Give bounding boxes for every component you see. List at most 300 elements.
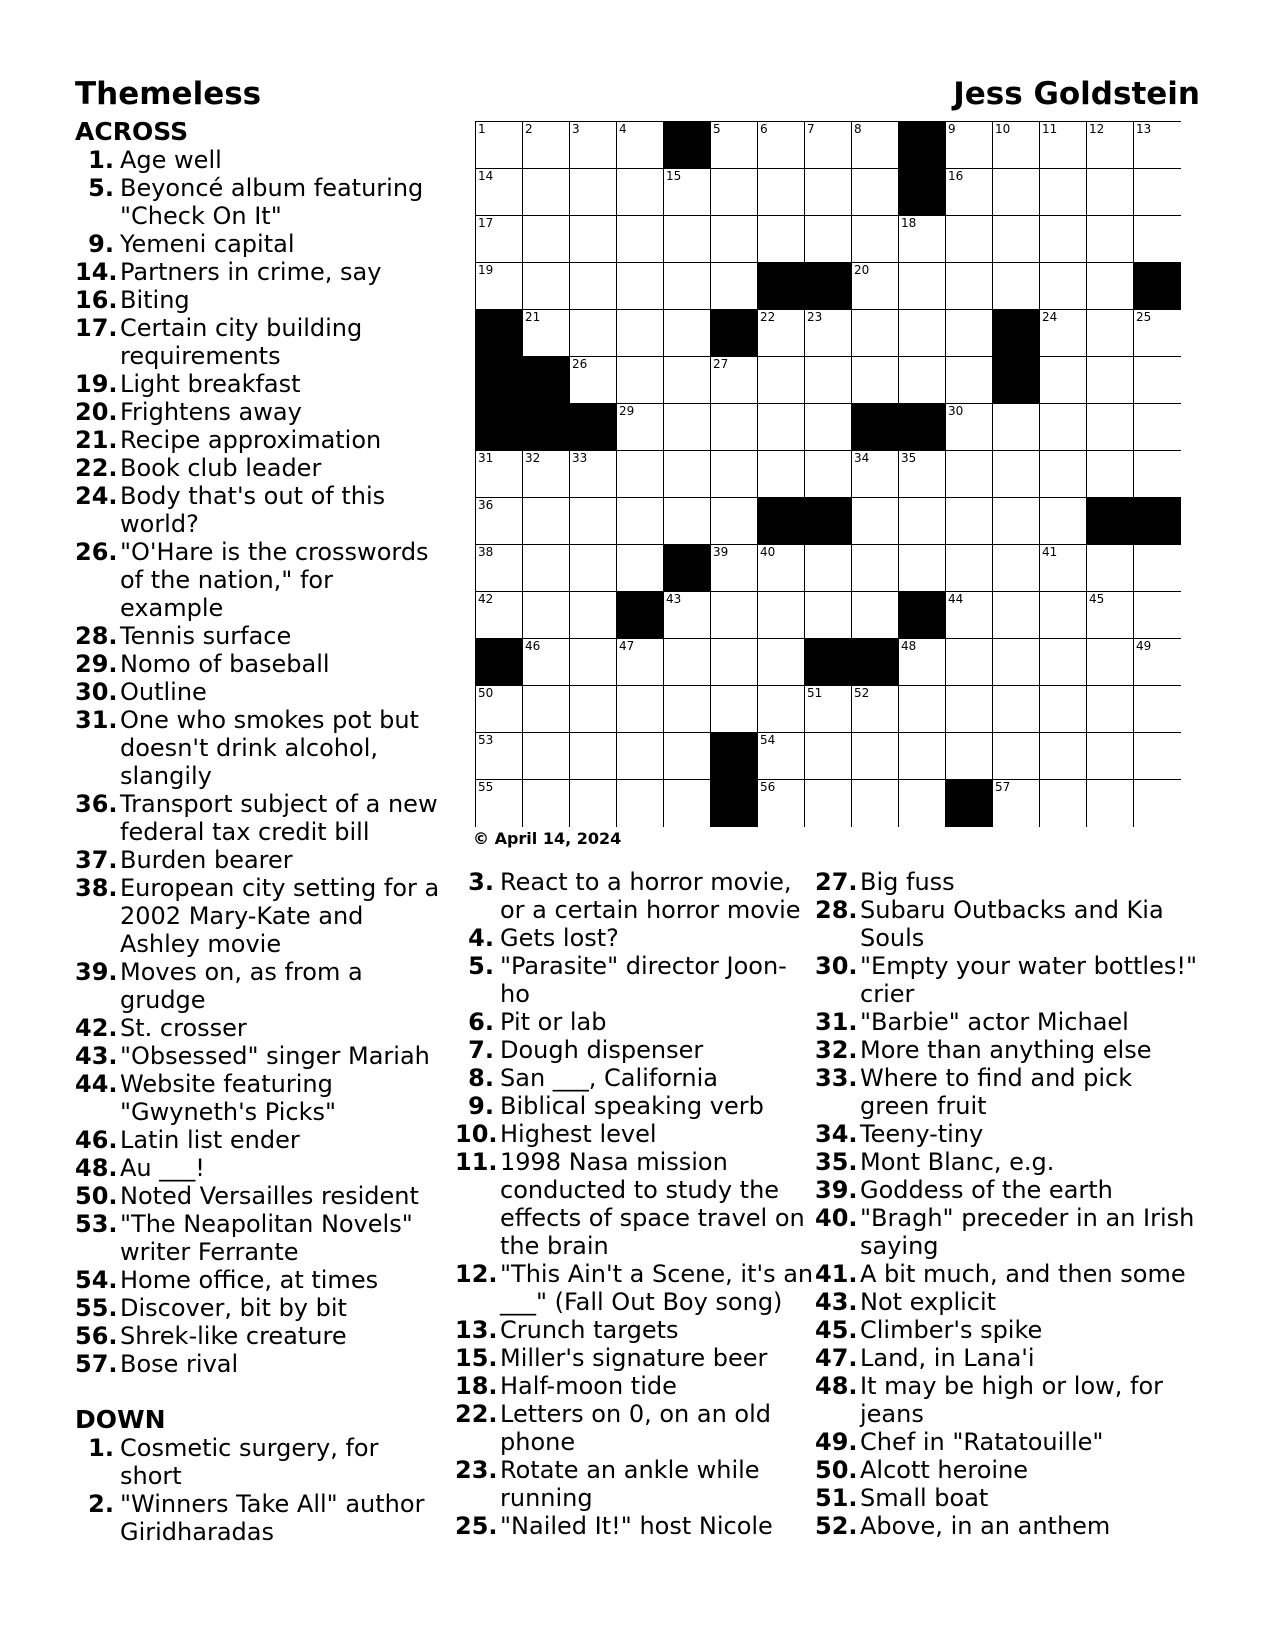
grid-cell[interactable] bbox=[946, 357, 993, 404]
grid-cell[interactable] bbox=[664, 639, 711, 686]
clue-number: 2. bbox=[88, 1490, 114, 1518]
grid-cell[interactable] bbox=[946, 169, 993, 216]
grid-cell[interactable] bbox=[1040, 263, 1087, 310]
clue-number: 22. bbox=[455, 1400, 498, 1428]
grid-cell[interactable] bbox=[664, 451, 711, 498]
clue-number: 53. bbox=[75, 1210, 118, 1238]
clue-text: Goddess of the earth bbox=[860, 1176, 1113, 1204]
grid-cell[interactable] bbox=[617, 216, 664, 263]
clue-number: 56. bbox=[75, 1322, 118, 1350]
grid-cell[interactable] bbox=[758, 639, 805, 686]
black-square bbox=[617, 592, 664, 639]
grid-cell[interactable] bbox=[570, 639, 617, 686]
grid-cell[interactable] bbox=[1134, 733, 1181, 780]
grid-cell[interactable] bbox=[1040, 357, 1087, 404]
clue-text: Not explicit bbox=[860, 1288, 997, 1316]
black-square bbox=[711, 733, 758, 780]
grid-cell[interactable] bbox=[523, 780, 570, 827]
grid-cell[interactable] bbox=[711, 357, 758, 404]
grid-cell[interactable] bbox=[758, 686, 805, 733]
grid-cell[interactable] bbox=[664, 404, 711, 451]
black-square bbox=[1134, 263, 1181, 310]
grid-cell[interactable] bbox=[711, 639, 758, 686]
grid-cell[interactable] bbox=[1040, 169, 1087, 216]
grid-cell[interactable] bbox=[946, 451, 993, 498]
grid-cell[interactable] bbox=[1040, 686, 1087, 733]
grid-cell[interactable] bbox=[711, 404, 758, 451]
clue-text: Cosmetic surgery, for short bbox=[120, 1434, 379, 1490]
grid-cell[interactable] bbox=[711, 451, 758, 498]
grid-cell[interactable] bbox=[523, 733, 570, 780]
grid-cell[interactable] bbox=[758, 169, 805, 216]
clue-number: 54. bbox=[75, 1266, 118, 1294]
grid-cell[interactable] bbox=[617, 404, 664, 451]
grid-cell[interactable] bbox=[1040, 310, 1087, 357]
grid-cell[interactable] bbox=[1087, 357, 1134, 404]
grid-cell[interactable] bbox=[1087, 451, 1134, 498]
down-clue bbox=[815, 1484, 1200, 1512]
grid-cell[interactable] bbox=[946, 733, 993, 780]
grid-cell[interactable] bbox=[664, 263, 711, 310]
clue-number: 57. bbox=[75, 1350, 118, 1378]
grid-cell[interactable] bbox=[664, 686, 711, 733]
grid-cell[interactable] bbox=[1040, 545, 1087, 592]
black-square bbox=[570, 404, 617, 451]
clue-number: 48. bbox=[815, 1372, 858, 1400]
grid-cell[interactable] bbox=[1134, 216, 1181, 263]
clue-text: St. crosser bbox=[120, 1014, 247, 1042]
clue-text: Au ___! bbox=[120, 1154, 205, 1182]
down-clue bbox=[455, 1008, 815, 1036]
across-heading: ACROSS bbox=[75, 117, 189, 146]
black-square bbox=[711, 310, 758, 357]
grid-cell[interactable] bbox=[805, 357, 852, 404]
grid-cell[interactable] bbox=[617, 122, 664, 169]
grid-cell[interactable] bbox=[1040, 592, 1087, 639]
across-clue bbox=[75, 846, 440, 874]
grid-cell[interactable] bbox=[711, 263, 758, 310]
grid-cell[interactable] bbox=[1134, 122, 1181, 169]
down-clue bbox=[815, 1456, 1200, 1484]
clue-number: 51. bbox=[815, 1484, 858, 1512]
grid-cell[interactable] bbox=[664, 216, 711, 263]
clue-number: 27. bbox=[815, 868, 858, 896]
grid-cell[interactable] bbox=[758, 122, 805, 169]
grid-cell[interactable] bbox=[899, 357, 946, 404]
grid-cell[interactable] bbox=[852, 451, 899, 498]
grid-cell[interactable] bbox=[1040, 122, 1087, 169]
across-clue bbox=[75, 1154, 440, 1182]
grid-cell[interactable] bbox=[805, 686, 852, 733]
black-square bbox=[476, 310, 523, 357]
grid-cell[interactable] bbox=[946, 263, 993, 310]
grid-cell[interactable] bbox=[523, 639, 570, 686]
grid-cell[interactable] bbox=[1134, 780, 1181, 827]
grid-cell[interactable] bbox=[1087, 263, 1134, 310]
clue-column-left bbox=[75, 118, 440, 1546]
grid-cell[interactable] bbox=[523, 216, 570, 263]
grid-cell[interactable] bbox=[899, 451, 946, 498]
grid-cell[interactable] bbox=[852, 733, 899, 780]
grid-cell[interactable] bbox=[899, 263, 946, 310]
grid-cell[interactable] bbox=[570, 169, 617, 216]
clue-number: 17. bbox=[75, 314, 118, 342]
grid-cell[interactable] bbox=[617, 733, 664, 780]
grid-cell[interactable] bbox=[1134, 404, 1181, 451]
cell-number: 36 bbox=[478, 498, 494, 512]
across-clue bbox=[75, 706, 440, 790]
grid-cell[interactable] bbox=[758, 592, 805, 639]
grid-cell[interactable] bbox=[570, 216, 617, 263]
clue-text: It may be high or low, for jeans bbox=[860, 1372, 1164, 1428]
grid-cell[interactable] bbox=[711, 545, 758, 592]
grid-cell[interactable] bbox=[758, 545, 805, 592]
cell-number: 24 bbox=[1042, 310, 1058, 324]
grid-cell[interactable] bbox=[946, 122, 993, 169]
black-square bbox=[805, 639, 852, 686]
clue-text: Subaru Outbacks and Kia Souls bbox=[860, 896, 1164, 952]
down-clue bbox=[815, 1176, 1200, 1204]
grid-cell[interactable] bbox=[758, 451, 805, 498]
clue-number: 23. bbox=[455, 1456, 498, 1484]
grid-cell[interactable] bbox=[476, 733, 523, 780]
grid-cell[interactable] bbox=[946, 592, 993, 639]
cell-number: 44 bbox=[948, 592, 964, 606]
grid-cell[interactable] bbox=[946, 404, 993, 451]
grid-cell[interactable] bbox=[993, 545, 1040, 592]
clue-number: 55. bbox=[75, 1294, 118, 1322]
grid-cell[interactable] bbox=[993, 686, 1040, 733]
clue-text: "Barbie" actor Michael bbox=[860, 1008, 1129, 1036]
grid-cell[interactable] bbox=[1134, 592, 1181, 639]
black-square bbox=[1134, 498, 1181, 545]
down-clue bbox=[455, 1316, 815, 1344]
grid-cell[interactable] bbox=[570, 122, 617, 169]
grid-cell[interactable] bbox=[476, 216, 523, 263]
cell-number: 47 bbox=[619, 639, 635, 653]
clue-number: 39. bbox=[75, 958, 118, 986]
grid-cell[interactable] bbox=[570, 451, 617, 498]
grid-cell[interactable] bbox=[805, 216, 852, 263]
across-clue bbox=[75, 286, 440, 314]
grid-cell[interactable] bbox=[899, 310, 946, 357]
grid-cell[interactable] bbox=[617, 498, 664, 545]
across-clue bbox=[75, 258, 440, 286]
grid-cell[interactable] bbox=[711, 216, 758, 263]
grid-cell[interactable] bbox=[711, 498, 758, 545]
grid-cell[interactable] bbox=[570, 780, 617, 827]
clue-number: 11. bbox=[455, 1148, 498, 1176]
clue-text: Where to find and pick green fruit bbox=[860, 1064, 1133, 1120]
grid-cell[interactable] bbox=[852, 122, 899, 169]
grid-cell[interactable] bbox=[993, 216, 1040, 263]
black-square bbox=[664, 545, 711, 592]
clue-number: 40. bbox=[815, 1204, 858, 1232]
across-clue bbox=[75, 1294, 440, 1322]
grid-cell[interactable] bbox=[852, 169, 899, 216]
grid-cell[interactable] bbox=[899, 545, 946, 592]
grid-cell[interactable] bbox=[476, 498, 523, 545]
grid-cell[interactable] bbox=[570, 310, 617, 357]
black-square bbox=[523, 357, 570, 404]
grid-cell[interactable] bbox=[570, 263, 617, 310]
grid-cell[interactable] bbox=[523, 263, 570, 310]
down-heading: DOWN bbox=[75, 1405, 166, 1434]
grid-cell[interactable] bbox=[805, 310, 852, 357]
grid-cell[interactable] bbox=[570, 592, 617, 639]
clue-text: Age well bbox=[120, 146, 222, 174]
grid-cell[interactable] bbox=[758, 733, 805, 780]
grid-cell[interactable] bbox=[852, 498, 899, 545]
grid-cell[interactable] bbox=[805, 404, 852, 451]
grid-cell[interactable] bbox=[523, 592, 570, 639]
grid-cell[interactable] bbox=[852, 686, 899, 733]
grid-cell[interactable] bbox=[1087, 310, 1134, 357]
grid-cell[interactable] bbox=[711, 122, 758, 169]
grid-cell[interactable] bbox=[1087, 169, 1134, 216]
grid-cell[interactable] bbox=[758, 404, 805, 451]
cell-number: 13 bbox=[1136, 122, 1152, 136]
grid-cell[interactable] bbox=[993, 639, 1040, 686]
grid-cell[interactable] bbox=[1087, 122, 1134, 169]
black-square bbox=[476, 639, 523, 686]
grid-cell[interactable] bbox=[523, 686, 570, 733]
grid-cell[interactable] bbox=[946, 498, 993, 545]
cell-number: 19 bbox=[478, 263, 494, 277]
grid-cell[interactable] bbox=[758, 357, 805, 404]
grid-cell[interactable] bbox=[1040, 498, 1087, 545]
grid-cell[interactable] bbox=[664, 498, 711, 545]
grid-cell[interactable] bbox=[1040, 216, 1087, 263]
clue-number: 19. bbox=[75, 370, 118, 398]
grid-cell[interactable] bbox=[946, 639, 993, 686]
down-clue bbox=[815, 1204, 1200, 1260]
grid-cell[interactable] bbox=[664, 357, 711, 404]
grid-cell[interactable] bbox=[1087, 686, 1134, 733]
grid-cell[interactable] bbox=[852, 545, 899, 592]
grid-cell[interactable] bbox=[993, 404, 1040, 451]
grid-cell[interactable] bbox=[617, 169, 664, 216]
grid-cell[interactable] bbox=[805, 451, 852, 498]
cell-number: 53 bbox=[478, 733, 494, 747]
grid-cell[interactable] bbox=[664, 310, 711, 357]
across-clue bbox=[75, 678, 440, 706]
grid-cell[interactable] bbox=[1134, 169, 1181, 216]
down-clue bbox=[815, 1372, 1200, 1428]
clue-text: Biting bbox=[120, 286, 190, 314]
grid-cell[interactable] bbox=[476, 451, 523, 498]
grid-cell[interactable] bbox=[1087, 639, 1134, 686]
grid-cell[interactable] bbox=[1134, 686, 1181, 733]
grid-cell[interactable] bbox=[899, 639, 946, 686]
grid-cell[interactable] bbox=[1087, 404, 1134, 451]
grid-cell[interactable] bbox=[758, 310, 805, 357]
grid-cell[interactable] bbox=[899, 686, 946, 733]
grid-cell[interactable] bbox=[1040, 733, 1087, 780]
grid-cell[interactable] bbox=[805, 545, 852, 592]
clue-number: 49. bbox=[815, 1428, 858, 1456]
grid-cell[interactable] bbox=[570, 498, 617, 545]
clue-text: Book club leader bbox=[120, 454, 322, 482]
across-clue bbox=[75, 1070, 440, 1126]
grid-cell[interactable] bbox=[523, 122, 570, 169]
clue-number: 16. bbox=[75, 286, 118, 314]
grid-cell[interactable] bbox=[993, 451, 1040, 498]
down-clue bbox=[455, 1120, 815, 1148]
grid-cell[interactable] bbox=[852, 263, 899, 310]
down-clue bbox=[815, 1148, 1200, 1176]
grid-cell[interactable] bbox=[1087, 780, 1134, 827]
grid-cell[interactable] bbox=[617, 639, 664, 686]
cell-number: 29 bbox=[619, 404, 635, 418]
grid-cell[interactable] bbox=[523, 498, 570, 545]
black-square bbox=[805, 498, 852, 545]
clue-text: Frightens away bbox=[120, 398, 302, 426]
clue-text: Miller's signature beer bbox=[500, 1344, 768, 1372]
clue-text: Gets lost? bbox=[500, 924, 619, 952]
grid-cell[interactable] bbox=[1134, 310, 1181, 357]
grid-cell[interactable] bbox=[899, 498, 946, 545]
cell-number: 32 bbox=[525, 451, 541, 465]
grid-cell[interactable] bbox=[570, 357, 617, 404]
grid-cell[interactable] bbox=[476, 122, 523, 169]
grid-cell[interactable] bbox=[1134, 451, 1181, 498]
grid-cell[interactable] bbox=[570, 733, 617, 780]
clue-text: Rotate an ankle while running bbox=[500, 1456, 760, 1512]
clue-number: 38. bbox=[75, 874, 118, 902]
clue-text: "Bragh" preceder in an Irish saying bbox=[860, 1204, 1195, 1260]
grid-cell[interactable] bbox=[1040, 780, 1087, 827]
grid-cell[interactable] bbox=[523, 310, 570, 357]
grid-cell[interactable] bbox=[993, 263, 1040, 310]
grid-cell[interactable] bbox=[570, 686, 617, 733]
cell-number: 41 bbox=[1042, 545, 1058, 559]
grid-cell[interactable] bbox=[899, 780, 946, 827]
grid-cell[interactable] bbox=[1087, 733, 1134, 780]
grid-cell[interactable] bbox=[523, 169, 570, 216]
grid-cell[interactable] bbox=[993, 169, 1040, 216]
across-clue bbox=[75, 1266, 440, 1294]
down-clue bbox=[455, 1344, 815, 1372]
across-clue bbox=[75, 1350, 440, 1378]
clue-number: 12. bbox=[455, 1260, 498, 1288]
grid-cell[interactable] bbox=[805, 592, 852, 639]
grid-cell[interactable] bbox=[617, 310, 664, 357]
grid-cell[interactable] bbox=[1040, 451, 1087, 498]
grid-cell[interactable] bbox=[899, 216, 946, 263]
grid-cell[interactable] bbox=[476, 592, 523, 639]
grid-cell[interactable] bbox=[852, 780, 899, 827]
cell-number: 8 bbox=[854, 122, 862, 136]
grid-cell[interactable] bbox=[1134, 357, 1181, 404]
grid-cell[interactable] bbox=[664, 733, 711, 780]
grid-cell[interactable] bbox=[476, 169, 523, 216]
grid-cell[interactable] bbox=[617, 780, 664, 827]
grid-cell[interactable] bbox=[523, 545, 570, 592]
clue-number: 52. bbox=[815, 1512, 858, 1540]
grid-cell[interactable] bbox=[805, 122, 852, 169]
grid-cell[interactable] bbox=[711, 592, 758, 639]
grid-cell[interactable] bbox=[1040, 404, 1087, 451]
clue-text: Letters on 0, on an old phone bbox=[500, 1400, 772, 1456]
clue-number: 37. bbox=[75, 846, 118, 874]
grid-cell[interactable] bbox=[664, 780, 711, 827]
cell-number: 39 bbox=[713, 545, 729, 559]
grid-cell[interactable] bbox=[993, 498, 1040, 545]
grid-cell[interactable] bbox=[711, 686, 758, 733]
grid-cell[interactable] bbox=[852, 216, 899, 263]
grid-cell[interactable] bbox=[523, 451, 570, 498]
grid-cell[interactable] bbox=[899, 733, 946, 780]
grid-cell[interactable] bbox=[711, 169, 758, 216]
black-square bbox=[899, 404, 946, 451]
grid-cell[interactable] bbox=[946, 216, 993, 263]
grid-cell[interactable] bbox=[476, 545, 523, 592]
across-clue bbox=[75, 146, 440, 174]
grid-cell[interactable] bbox=[993, 122, 1040, 169]
grid-cell[interactable] bbox=[617, 451, 664, 498]
grid-cell[interactable] bbox=[758, 780, 805, 827]
grid-cell[interactable] bbox=[946, 686, 993, 733]
black-square bbox=[899, 122, 946, 169]
grid-cell[interactable] bbox=[617, 686, 664, 733]
clue-text: React to a horror movie, or a certain horror movie bbox=[500, 868, 801, 924]
grid-cell[interactable] bbox=[852, 357, 899, 404]
grid-cell[interactable] bbox=[476, 263, 523, 310]
grid-cell[interactable] bbox=[805, 733, 852, 780]
grid-cell[interactable] bbox=[617, 545, 664, 592]
cell-number: 23 bbox=[807, 310, 823, 324]
grid-cell[interactable] bbox=[758, 216, 805, 263]
grid-cell[interactable] bbox=[805, 169, 852, 216]
grid-cell[interactable] bbox=[1087, 545, 1134, 592]
grid-cell[interactable] bbox=[1134, 639, 1181, 686]
grid-cell[interactable] bbox=[1134, 545, 1181, 592]
grid-cell[interactable] bbox=[1087, 216, 1134, 263]
grid-cell[interactable] bbox=[1040, 639, 1087, 686]
grid-cell[interactable] bbox=[476, 686, 523, 733]
grid-cell[interactable] bbox=[852, 310, 899, 357]
grid-cell[interactable] bbox=[476, 780, 523, 827]
black-square bbox=[852, 639, 899, 686]
black-square bbox=[476, 404, 523, 451]
grid-cell[interactable] bbox=[993, 733, 1040, 780]
grid-cell[interactable] bbox=[946, 310, 993, 357]
cell-number: 3 bbox=[572, 122, 580, 136]
grid-cell[interactable] bbox=[570, 545, 617, 592]
grid-cell[interactable] bbox=[617, 263, 664, 310]
cell-number: 40 bbox=[760, 545, 776, 559]
grid-cell[interactable] bbox=[617, 357, 664, 404]
clue-number: 30. bbox=[815, 952, 858, 980]
grid-cell[interactable] bbox=[664, 592, 711, 639]
grid-cell[interactable] bbox=[664, 169, 711, 216]
grid-cell[interactable] bbox=[993, 592, 1040, 639]
clue-text: Half-moon tide bbox=[500, 1372, 677, 1400]
clue-number: 28. bbox=[815, 896, 858, 924]
across-clue bbox=[75, 174, 440, 230]
clue-text: More than anything else bbox=[860, 1036, 1152, 1064]
down-clue-list bbox=[455, 868, 815, 1540]
down-clue bbox=[75, 1434, 440, 1490]
grid-cell[interactable] bbox=[805, 780, 852, 827]
grid-cell[interactable] bbox=[993, 780, 1040, 827]
grid-cell[interactable] bbox=[1087, 592, 1134, 639]
grid-cell[interactable] bbox=[946, 545, 993, 592]
clue-text: Beyoncé album featuring "Check On It" bbox=[120, 174, 424, 230]
grid-cell[interactable] bbox=[852, 592, 899, 639]
clue-number: 9. bbox=[468, 1092, 494, 1120]
